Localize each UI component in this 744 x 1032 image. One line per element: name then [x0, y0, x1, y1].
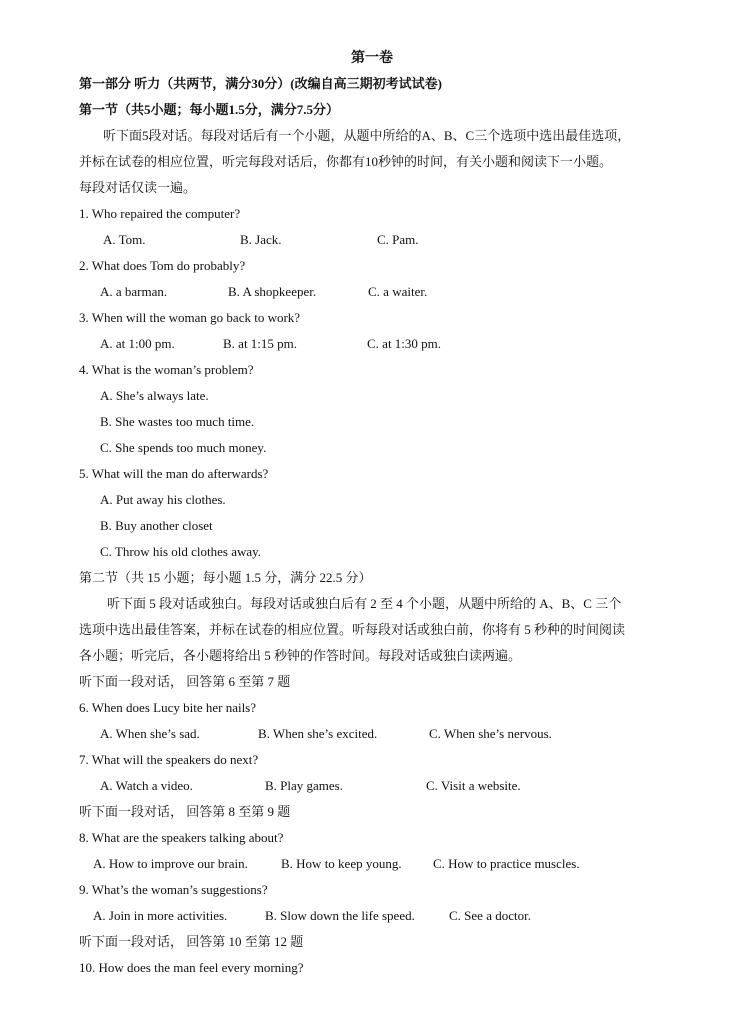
question-2-option-b: B. A shopkeeper. — [228, 284, 317, 299]
section2-title: 第二节（共 15 小题；每小题 1.5 分，满分 22.5 分） — [79, 570, 372, 585]
question-7-option-a: A. Watch a video. — [100, 778, 193, 793]
question-6-option-b: B. When she’s excited. — [258, 726, 378, 741]
question-4-option-b: B. She wastes too much time. — [100, 414, 255, 429]
group-heading-10-12: 听下面一段对话， 回答第 10 至第 12 题 — [79, 934, 304, 949]
question-3-option-b: B. at 1:15 pm. — [223, 336, 298, 351]
section1-instruction-line: 听下面5段对话。每段对话后有一个小题，从题中所给的A、B、C三个选项中选出最佳选项， — [103, 128, 631, 143]
question-5-option-c: C. Throw his old clothes away. — [100, 544, 262, 559]
question-4-option-c: C. She spends too much money. — [100, 440, 267, 455]
question-8-option-c: C. How to practice muscles. — [433, 856, 580, 871]
question-1-option-b: B. Jack. — [240, 232, 282, 247]
question-8-stem: 8. What are the speakers talking about? — [79, 830, 284, 845]
question-1-stem: 1. Who repaired the computer? — [79, 206, 241, 221]
question-10-stem: 10. How does the man feel every morning? — [79, 960, 304, 975]
section1-instruction-line: 并标在试卷的相应位置，听完每段对话后，你都有10秒钟的时间，有关小题和阅读下一小题。 — [79, 154, 613, 169]
question-6-stem: 6. When does Lucy bite her nails? — [79, 700, 257, 715]
question-6-option-c: C. When she’s nervous. — [429, 726, 552, 741]
question-2-stem: 2. What does Tom do probably? — [79, 258, 246, 273]
question-6-option-a: A. When she’s sad. — [100, 726, 200, 741]
question-3-option-a: A. at 1:00 pm. — [100, 336, 175, 351]
question-7-option-c: C. Visit a website. — [426, 778, 521, 793]
question-3-stem: 3. When will the woman go back to work? — [79, 310, 301, 325]
question-7-stem: 7. What will the speakers do next? — [79, 752, 259, 767]
section2-instruction-line: 各小题；听完后，各小题将给出 5 秒钟的作答时间。每段对话或独白读两遍。 — [79, 648, 522, 663]
group-heading-6-7: 听下面一段对话， 回答第 6 至第 7 题 — [79, 674, 291, 689]
section1-instruction-line: 每段对话仅读一遍。 — [79, 180, 197, 195]
question-8-option-b: B. How to keep young. — [281, 856, 402, 871]
question-4-option-a: A. She’s always late. — [100, 388, 209, 403]
volume-title: 第一卷 — [351, 51, 393, 66]
question-9-option-c: C. See a doctor. — [449, 908, 531, 923]
question-1-option-a: A. Tom. — [103, 232, 146, 247]
group-heading-8-9: 听下面一段对话， 回答第 8 至第 9 题 — [79, 804, 291, 819]
question-9-option-a: A. Join in more activities. — [93, 908, 228, 923]
part-title: 第一部分 听力（共两节，满分30分）(改编自高三期初考试试卷) — [79, 76, 442, 91]
question-5-stem: 5. What will the man do afterwards? — [79, 466, 269, 481]
question-9-option-b: B. Slow down the life speed. — [265, 908, 415, 923]
question-4-stem: 4. What is the woman’s problem? — [79, 362, 254, 377]
section2-instruction-line: 听下面 5 段对话或独白。每段对话或独白后有 2 至 4 个小题，从题中所给的 A、B、C 三个 — [107, 596, 622, 611]
question-7-option-b: B. Play games. — [265, 778, 343, 793]
question-1-option-c: C. Pam. — [377, 232, 419, 247]
section2-instruction-line: 选项中选出最佳答案，并标在试卷的相应位置。听每段对话或独白前，你将有 5 秒种的时间阅读 — [79, 622, 626, 637]
question-2-option-a: A. a barman. — [100, 284, 168, 299]
question-5-option-b: B. Buy another closet — [100, 518, 213, 533]
question-2-option-c: C. a waiter. — [368, 284, 428, 299]
section1-title: 第一节（共5小题；每小题1.5分，满分7.5分） — [79, 102, 340, 117]
question-3-option-c: C. at 1:30 pm. — [367, 336, 442, 351]
question-8-option-a: A. How to improve our brain. — [93, 856, 248, 871]
question-5-option-a: A. Put away his clothes. — [100, 492, 226, 507]
question-9-stem: 9. What’s the woman’s suggestions? — [79, 882, 268, 897]
